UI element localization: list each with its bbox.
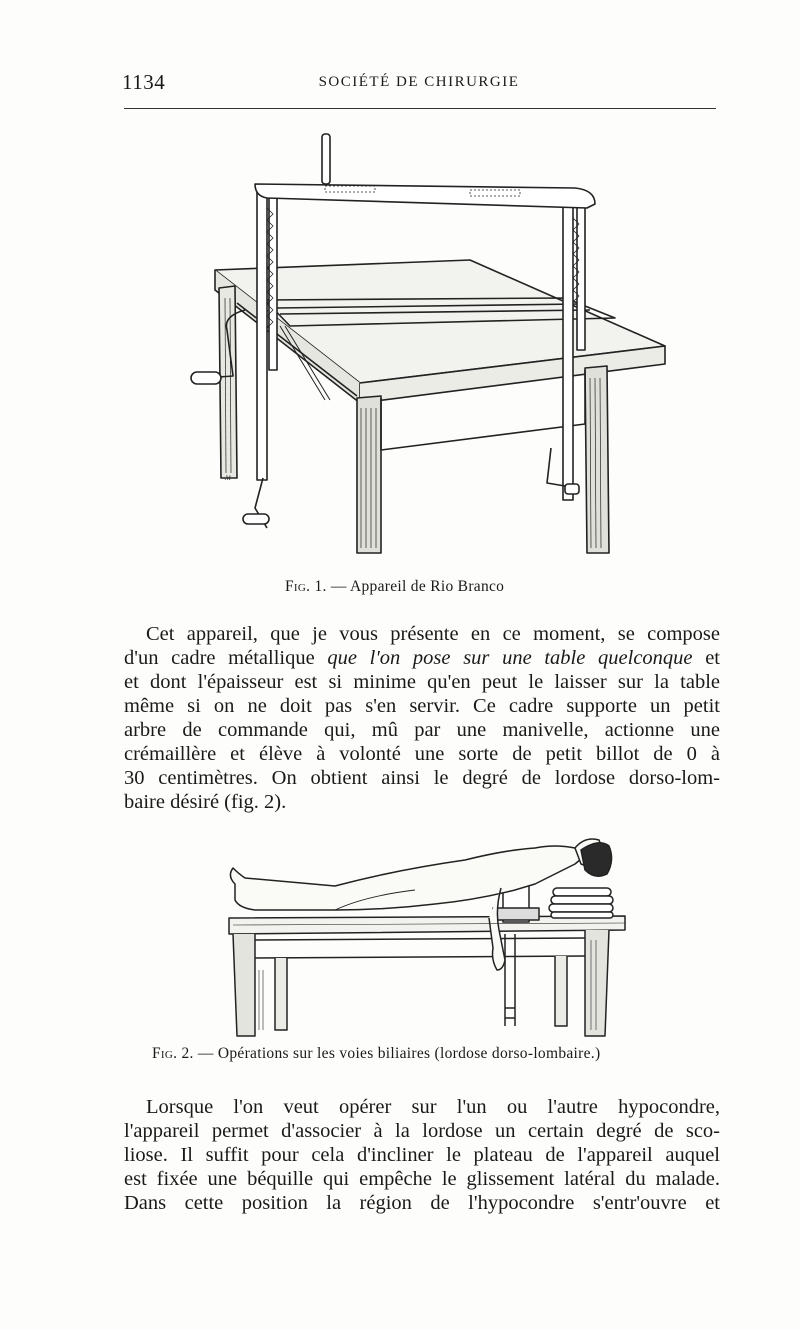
- paragraph-2-line: Dans cette position la région de l'hypocondre s'entr'ouvre et: [124, 1192, 720, 1214]
- figure-2-illustration: [215, 830, 635, 1040]
- top-handle: [322, 134, 330, 184]
- paragraph-2: [124, 1095, 720, 1215]
- paragraph-2-line: est fixée une béquille qui empêche le glissement latéral du malade.: [124, 1168, 720, 1190]
- figure-1-illustration: [185, 128, 675, 560]
- paragraph-2-line: l'appareil permet d'associer à la lordose un certain degré de sco-: [124, 1120, 720, 1142]
- page-number: 1134: [122, 70, 166, 94]
- folded-pillows: [549, 888, 613, 918]
- engraver-signature: ᴍ: [225, 472, 231, 482]
- figure-1-label: Fig. 1.: [285, 578, 327, 595]
- paragraph-2-line: liose. Il suffit pour cela d'incliner le plateau de l'appareil auquel: [124, 1144, 720, 1166]
- table-leg-front-left: [357, 396, 381, 553]
- paragraph-1-line: baire désiré (fig. 2).: [124, 791, 287, 813]
- patient-hair: [581, 843, 612, 876]
- paragraph-1: [124, 622, 720, 814]
- paragraph-1-line: 30 centimètres. On obtient ainsi le degré de lordose dorso-lom-: [124, 767, 720, 789]
- paragraph-1-line: arbre de commande qui, mû par une manivelle, actionne une: [124, 719, 720, 741]
- figure-1-caption: [285, 578, 504, 596]
- figure-2-caption: [152, 1045, 600, 1063]
- top-crossbar: [255, 184, 595, 208]
- italic-phrase: que l'on pose sur une table quelconque: [327, 647, 693, 669]
- paragraph-1-line: même si on ne doit pas s'en servir. Ce cadre supporte un petit: [124, 695, 720, 717]
- page-header: [122, 70, 716, 100]
- paragraph-2-line: Lorsque l'on veut opérer sur l'un ou l'autre hypocondre,: [146, 1096, 720, 1118]
- paragraph-1-line: d'un cadre métallique que l'on pose sur une table quelconque et: [124, 647, 721, 669]
- paragraph-1-line: et dont l'épaisseur est si minime qu'en peut le laisser sur la table: [124, 671, 720, 693]
- left-rack: [257, 190, 267, 480]
- patient-body: [230, 846, 587, 910]
- figure-1-caption-text: — Appareil de Rio Branco: [326, 578, 505, 595]
- running-head: SOCIÉTÉ DE CHIRURGIE: [318, 74, 520, 90]
- header-rule: [124, 108, 716, 109]
- right-rack: [563, 200, 573, 500]
- figure-2-label: Fig. 2.: [152, 1045, 194, 1062]
- table-leg-front-right: [585, 366, 609, 553]
- paragraph-1-line: crémaillère et élève à volonté une sorte de petit billot de 0 à: [124, 743, 720, 765]
- figure-2-caption-text: — Opérations sur les voies biliaires (lordose dorso-lombaire.): [193, 1045, 601, 1062]
- paragraph-1-line: Cet appareil, que je vous présente en ce moment, se compose: [146, 623, 720, 645]
